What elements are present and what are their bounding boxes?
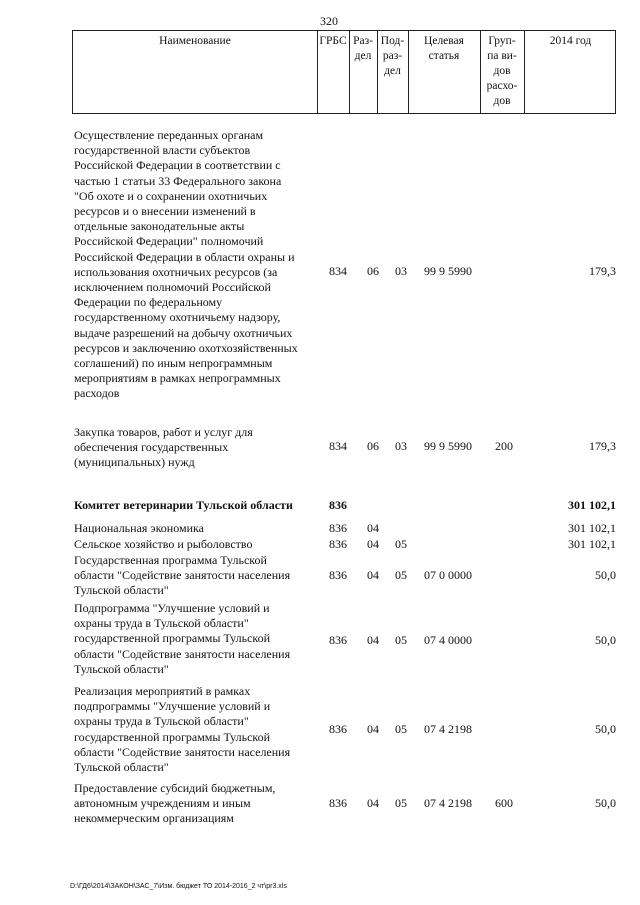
- row-podrazdel: 05: [395, 568, 407, 582]
- row-podrazdel: 05: [395, 796, 407, 810]
- table-header: [72, 30, 616, 114]
- row-razdel: 04: [367, 537, 379, 551]
- row-sum: 179,3: [589, 264, 616, 278]
- header-razdel: Раз- дел: [353, 35, 373, 62]
- row-grbs: 836: [329, 521, 347, 535]
- row-name: Осуществление переданных органам государственной власти субъектов Российской Федерации в соответствии с частью 1 статьи 33 Федерального закона "Об охоте и о сохранении охотничьих ресурсов и о внесении изменений в отдельные законодательные акты Российской Федерации" полномочий Российской Федерации в области охраны и использования охотничьих ресурсов (за исключением полномочий Российской Федерации по федеральному государственному охотничьему надзору, выдаче разрешений на добычу охотничьих ресурсов и заключению охотхозяйственных соглашений) по иным непрограммным мероприятиям в рамках непрограммных расходов: [74, 128, 298, 401]
- row-grbs: 836: [329, 568, 347, 582]
- row-name: Сельское хозяйство и рыболовство: [74, 537, 253, 551]
- row-name: Национальная экономика: [74, 521, 204, 535]
- row-razdel: 04: [367, 568, 379, 582]
- row-podrazdel: 05: [395, 537, 407, 551]
- row-vid: 200: [495, 439, 513, 453]
- row-grbs: 834: [329, 439, 347, 453]
- header-gruppa: Груп- па ви- дов расхо- дов: [486, 35, 518, 107]
- row-razdel: 04: [367, 633, 379, 647]
- header-year: 2014 год: [549, 35, 592, 47]
- row-celevaya: 99 9 5990: [424, 264, 472, 278]
- row-vid: 600: [495, 796, 513, 810]
- row-razdel: 06: [367, 439, 379, 453]
- row-podrazdel: 05: [395, 633, 407, 647]
- row-razdel: 04: [367, 521, 379, 535]
- row-razdel: 04: [367, 722, 379, 736]
- page-number: 320: [320, 14, 338, 28]
- row-name: Комитет ветеринарии Тульской области: [74, 498, 293, 512]
- header-podrazdel: Под- раз- дел: [380, 35, 405, 77]
- row-sum: 50,0: [595, 722, 616, 736]
- row-name: Предоставление субсидий бюджетным, автономным учреждениям и иным некоммерческим организациям: [74, 781, 276, 826]
- row-grbs: 836: [329, 537, 347, 551]
- row-sum: 301 102,1: [568, 498, 616, 512]
- row-sum: 50,0: [595, 633, 616, 647]
- row-name: Подпрограмма "Улучшение условий и охраны труда в Тульской области" государственной программы Тульской области "Содействие занятости населения Тульской области": [74, 601, 291, 676]
- row-name: Реализация мероприятий в рамках подпрограммы "Улучшение условий и охраны труда в Тульской области" государственной программы Тульской области "Содействие занятости населения Тульской области": [74, 684, 291, 775]
- row-grbs: 836: [329, 498, 347, 512]
- header-celevaya: Целевая статья: [424, 35, 464, 62]
- row-sum: 301 102,1: [568, 537, 616, 551]
- row-celevaya: 07 0 0000: [424, 568, 472, 582]
- row-sum: 301 102,1: [568, 521, 616, 535]
- row-grbs: 836: [329, 796, 347, 810]
- row-podrazdel: 05: [395, 722, 407, 736]
- row-celevaya: 07 4 2198: [424, 722, 472, 736]
- row-name: Закупка товаров, работ и услуг для обеспечения государственных (муниципальных) нужд: [74, 425, 253, 470]
- row-celevaya: 99 9 5990: [424, 439, 472, 453]
- row-grbs: 836: [329, 722, 347, 736]
- row-podrazdel: 03: [395, 264, 407, 278]
- row-sum: 50,0: [595, 568, 616, 582]
- row-sum: 50,0: [595, 796, 616, 810]
- row-razdel: 04: [367, 796, 379, 810]
- header-name: Наименование: [159, 35, 231, 47]
- row-celevaya: 07 4 2198: [424, 796, 472, 810]
- header-grbs: ГРБС: [319, 35, 347, 47]
- footer-file-path: D:\ГД6\2014\ЗАКОН\ЗАС_7\Изм. бюджет ТО 2014-2016_2 чт\pr3.xls: [70, 883, 287, 890]
- row-celevaya: 07 4 0000: [424, 633, 472, 647]
- row-grbs: 836: [329, 633, 347, 647]
- row-razdel: 06: [367, 264, 379, 278]
- row-grbs: 834: [329, 264, 347, 278]
- row-podrazdel: 03: [395, 439, 407, 453]
- row-sum: 179,3: [589, 439, 616, 453]
- row-name: Государственная программа Тульской области "Содействие занятости населения Тульской области": [74, 553, 291, 598]
